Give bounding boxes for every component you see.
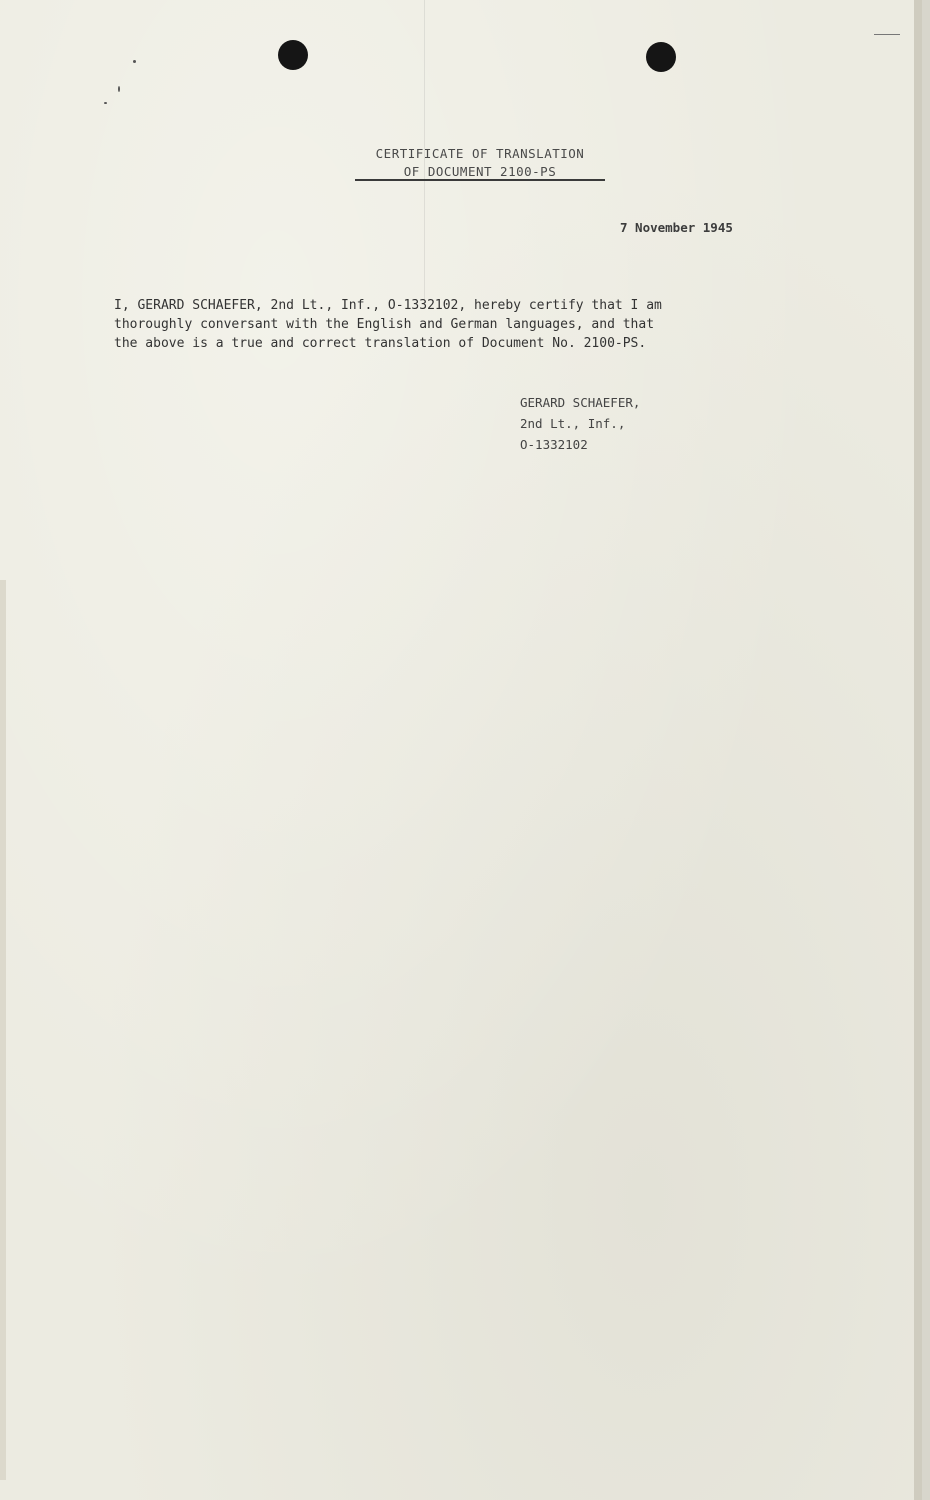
certification-paragraph <box>114 296 804 353</box>
punch-hole-left <box>278 40 308 70</box>
document-date: 7 November 1945 <box>620 220 733 235</box>
ink-speck <box>133 60 136 63</box>
paragraph-line: I, GERARD SCHAEFER, 2nd Lt., Inf., O-1332102, hereby certify that I am <box>114 298 662 313</box>
signature-block <box>520 392 640 455</box>
ink-speck <box>104 102 107 104</box>
ink-speck <box>118 86 120 92</box>
title-underline <box>355 179 605 181</box>
signer-rank: 2nd Lt., Inf., <box>520 416 626 431</box>
paragraph-line: the above is a true and correct translation of Document No. 2100-PS. <box>114 336 647 351</box>
certificate-title: CERTIFICATE OF TRANSLATION <box>375 146 585 161</box>
page-edge <box>914 0 922 1500</box>
paragraph-line: thoroughly conversant with the English and German languages, and that <box>114 317 655 332</box>
certificate-subtitle: OF DOCUMENT 2100-PS <box>403 164 557 179</box>
pencil-mark <box>874 34 900 35</box>
left-edge-strip <box>0 580 6 1480</box>
punch-hole-right <box>646 42 676 72</box>
signer-serial-number: O-1332102 <box>520 437 588 452</box>
signer-name: GERARD SCHAEFER, <box>520 395 641 410</box>
